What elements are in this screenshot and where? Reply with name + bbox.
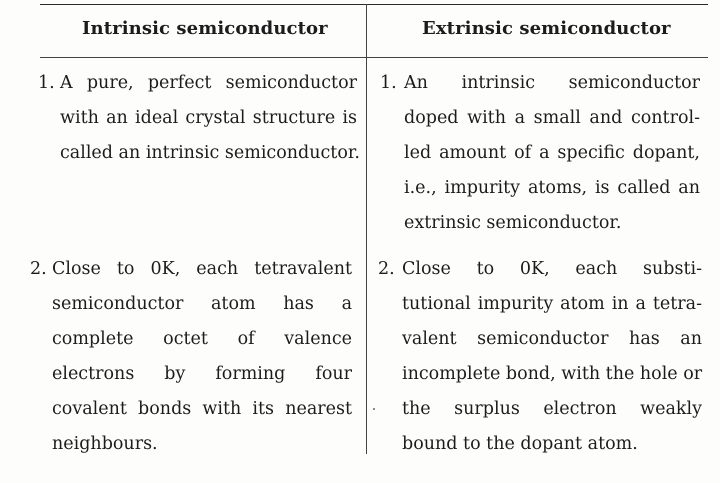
text-line: An intrinsic semiconductor: [404, 73, 700, 93]
text-line: bound to the dopant atom.: [402, 434, 638, 454]
text-line: covalent bonds with its nearest: [52, 399, 352, 419]
header-intrinsic: Intrinsic semiconductor: [82, 18, 328, 39]
text-line: neighbours.: [52, 434, 158, 454]
text-line: electrons by forming four: [52, 364, 352, 384]
point-number: 1.: [38, 73, 55, 93]
text-line: called an intrinsic semiconductor.: [60, 143, 360, 163]
intrinsic-point-1: [38, 66, 358, 171]
text-line: incomplete bond, with the hole or: [402, 364, 703, 384]
point-number: 2.: [378, 259, 395, 279]
text-line: led amount of a specific dopant,: [404, 143, 700, 163]
point-number: 2.: [30, 259, 47, 279]
text-line: i.e., impurity atoms, is called an: [404, 178, 700, 198]
text-line: the surplus electron weakly: [402, 399, 702, 419]
intrinsic-point-2: [30, 252, 360, 462]
text-line: Close to 0K, each substi-: [402, 259, 702, 279]
text-line: with an ideal crystal structure is: [60, 108, 357, 128]
text-line: semiconductor atom has a: [52, 294, 352, 314]
text-line: doped with a small and control-: [404, 108, 700, 128]
table-header-rule: [40, 57, 708, 58]
point-number: 1.: [380, 73, 397, 93]
text-line: A pure, perfect semiconductor: [60, 73, 357, 93]
stray-dot: [373, 408, 375, 410]
table-top-rule: [40, 4, 708, 5]
text-line: valent semiconductor has an: [402, 329, 702, 349]
column-divider: [366, 4, 367, 454]
header-extrinsic: Extrinsic semiconductor: [422, 18, 671, 39]
extrinsic-point-1: [380, 66, 702, 241]
text-line: extrinsic semiconductor.: [404, 213, 622, 233]
text-line: complete octet of valence: [52, 329, 352, 349]
text-line: Close to 0K, each tetravalent: [52, 259, 352, 279]
text-line: tutional impurity atom in a tetra-: [402, 294, 702, 314]
extrinsic-point-2: [378, 252, 704, 462]
